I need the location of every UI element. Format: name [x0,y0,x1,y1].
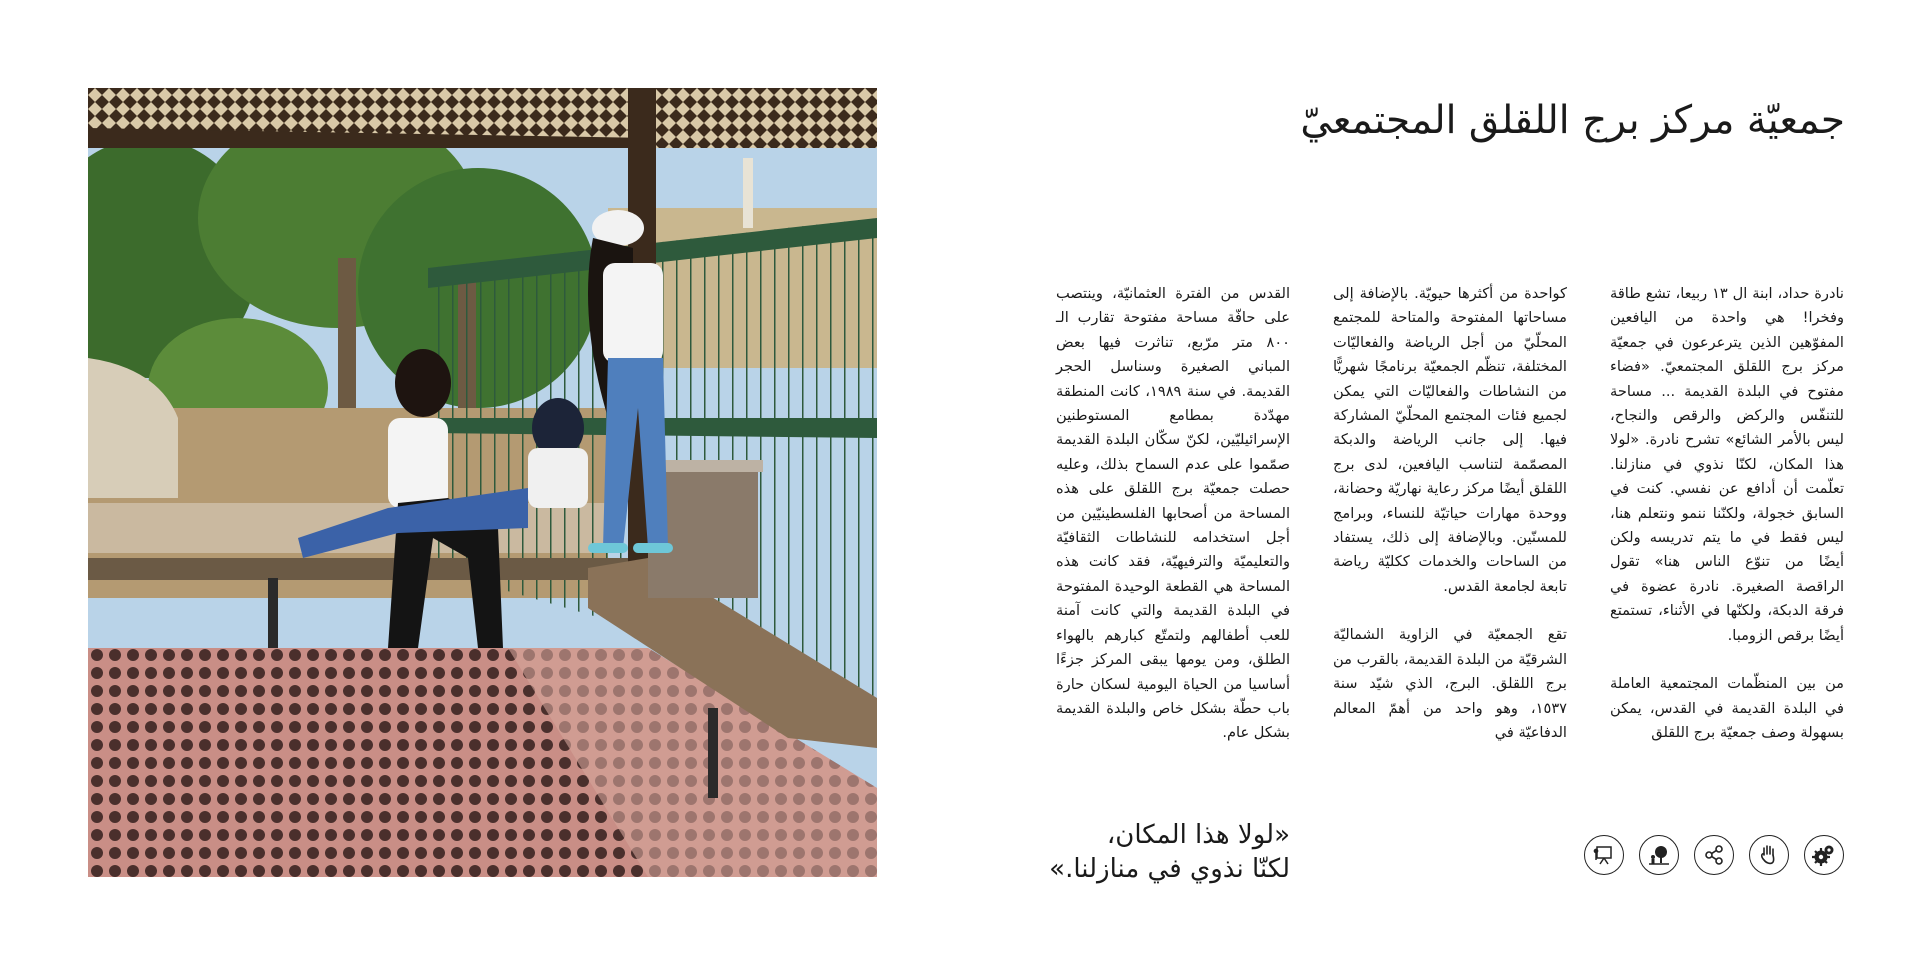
text-column-3 [1056,282,1290,746]
text-column-1 [1610,282,1844,745]
person-with-tree-icon [1639,835,1679,875]
share-network-icon [1694,835,1734,875]
column-2-paragraph-2: تقع الجمعيّة في الزاوية الشماليّة الشرقيّة من البلدة القديمة، بالقرب من برج اللقلق. البرج، الذي شيّد سنة ١٥٣٧، وهو واحد من أهمّ المعالم الدفاعيّة في [1333,626,1567,741]
column-1-paragraph-2: من بين المنظّمات المجتمعية العاملة في البلدة القديمة في القدس، يمكن بسهولة وصف جمعيّة برج اللقلق [1610,675,1844,741]
presentation-board-icon [1584,835,1624,875]
pull-quote [910,818,1290,886]
photo-girls-on-bench [88,88,877,877]
page-title: جمعيّة مركز برج اللقلق المجتمعيّ [1300,98,1845,143]
gears-icon [1804,835,1844,875]
pull-quote-line-1: «لولا هذا المكان، [1106,820,1290,850]
raised-hand-icon [1749,835,1789,875]
column-3-paragraph-1: القدس من الفترة العثمانيّة، وينتصب على حافّة مساحة مفتوحة تقارب الـ ٨٠٠ متر مرّبع، تناثرت فيها بعض المباني الصغيرة وسناسل الحجر القديمة. في سنة ١٩٨٩، كانت المنطقة مهدّدة بمطامع المستوطنين الإسرائيليّين، لكنّ سكّان البلدة القديمة صمّموا على عدم السماح بذلك، وعليه حصلت جمعيّة برج اللقلق على هذه المساحة من أصحابها الفلسطينيّين من أجل استخدامه للنشاطات الثقافيّة والتعليميّة والترفيهيّة، فقد كانت هذه المساحة هي القطعة الوحيدة المفتوحة في البلدة القديمة والتي كانت آمنة للعب أطفالهم ولتمتّع كبارهم بالهواء الطلق، ومن يومها يبقى المركز جزءًا أساسيا من الحياة اليومية لسكان حارة باب حطّة بشكل خاص والبلدة القديمة بشكل عام. [1056,285,1290,742]
category-icons [1584,835,1844,875]
column-1-paragraph-1: نادرة حداد، ابنة ال ١٣ ربيعا، تشع طاقة وفخرا! هي واحدة من اليافعين المفوّهين الذين يترعرعون في جمعيّة مركز برج اللقلق المجتمعيّ. «فضاء مفتوح في البلدة القديمة ... مساحة للتنفّس والركض والرقص والنجاح، ليس بالأمر الشائع» تشرح نادرة. «لولا هذا المكان، لكنّا نذوي في منازلنا. تعلّمت أن أدافع عن نفسي. كنت في السابق خجولة، ولكنّنا ننمو ونتعلم هنا، ليس فقط في ما يتم تدريسه ولكن أيضًا من تنوّع الناس هنا» تقول الراقصة الصغيرة. نادرة عضوة في فرقة الدبكة، ولكنّها في الأثناء، تستمتع أيضًا برقص الزومبا. [1610,285,1844,644]
column-2-paragraph-1: كواحدة من أكثرها حيويّة. بالإضافة إلى مساحاتها المفتوحة والمتاحة للمجتمع المحلّيّ من أجل الرياضة والفعاليّات المختلفة، تنظّم الجمعيّة برنامجًا شهريًّا من النشاطات والفعاليّات التي يمكن لجميع فئات المجتمع المحلّيّ المشاركة فيها. إلى جانب الرياضة والدبكة المصمّمة لتناسب اليافعين، لدى برج اللقلق أيضًا مركز رعاية نهاريّة وحضانة، ووحدة مهارات حياتيّة للنساء، وبرامج للمسنّين. وبالإضافة إلى ذلك، يستفاد من الساحات والخدمات ككليّة رياضة تابعة لجامعة القدس. [1333,285,1567,595]
text-column-2 [1333,282,1567,745]
pull-quote-line-2: لكنّا نذوي في منازلنا.» [1049,854,1290,884]
